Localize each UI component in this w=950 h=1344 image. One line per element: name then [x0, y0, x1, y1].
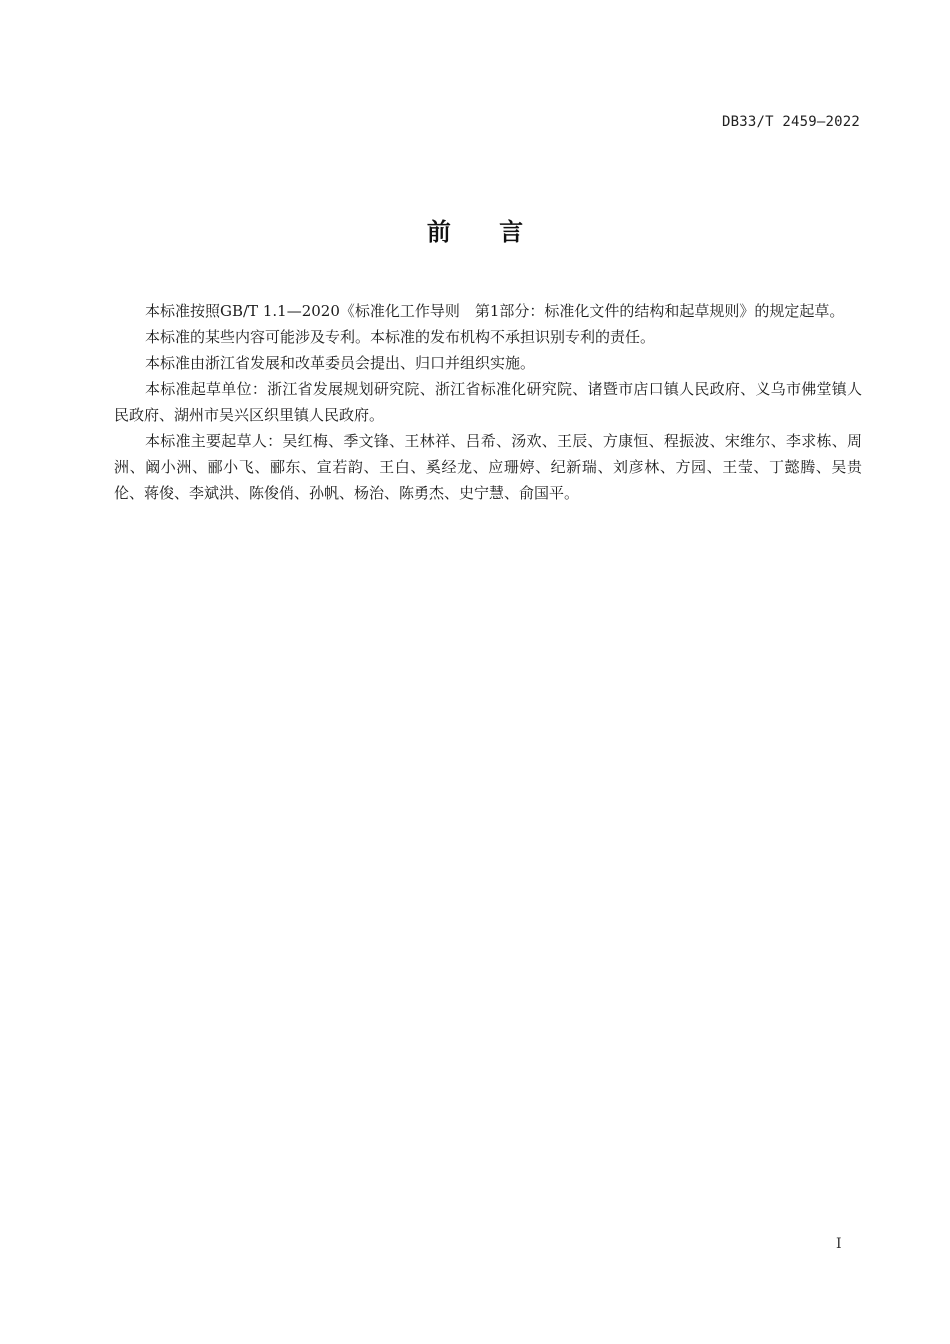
- paragraph-patent-notice: 本标准的某些内容可能涉及专利。本标准的发布机构不承担识别专利的责任。: [145, 328, 656, 346]
- paragraph-drafting-rules: 本标准按照GB/T 1.1—2020《标准化工作导则 第1部分：标准化文件的结构和起草规则》的规定起草。: [145, 302, 845, 320]
- paragraph-drafting-units: 本标准起草单位：浙江省发展规划研究院、浙江省标准化研究院、诸暨市店口镇人民政府、义乌市佛堂镇人民政府、湖州市吴兴区织里镇人民政府。: [114, 380, 862, 424]
- page-title: 前 言: [426, 218, 544, 246]
- foreword-body: [114, 298, 862, 506]
- page-number: I: [836, 1236, 842, 1252]
- document-code: DB33/T 2459—2022: [721, 114, 860, 130]
- paragraph-proposer: 本标准由浙江省发展和改革委员会提出、归口并组织实施。: [145, 354, 536, 372]
- paragraph-drafters: 本标准主要起草人：吴红梅、季文锋、王林祥、吕希、汤欢、王辰、方康恒、程振波、宋维尔、李求栋、周洲、阚小洲、郦小飞、郦东、宣若韵、王白、奚经龙、应珊婷、纪新瑞、刘彦林、方园、王莹、丁懿腾、吴贵伦、蒋俊、李斌洪、陈俊俏、孙帆、杨治、陈勇杰、史宁慧、俞国平。: [114, 432, 862, 502]
